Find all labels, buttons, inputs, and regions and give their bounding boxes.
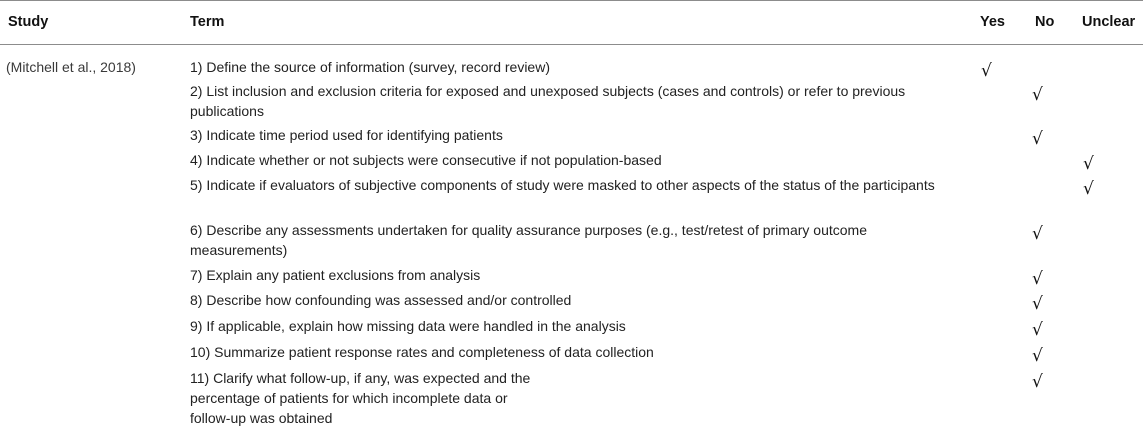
check-mark-no: √	[1032, 224, 1043, 244]
check-mark-unclear: √	[1083, 154, 1094, 174]
check-mark-no: √	[1032, 269, 1043, 289]
term-cell: 9) If applicable, explain how missing data were handled in the analysis	[190, 318, 626, 334]
check-mark-no: √	[1032, 320, 1043, 340]
top-rule	[0, 0, 1143, 1]
check-mark-no: √	[1032, 129, 1043, 149]
check-mark-no: √	[1032, 372, 1043, 392]
term-cell: 3) Indicate time period used for identifying patients	[190, 127, 503, 143]
header-unclear: Unclear	[1082, 14, 1136, 30]
term-cell: 6) Describe any assessments undertaken for quality assurance purposes (e.g., test/retest of primary outcome measurements)	[190, 222, 867, 258]
check-mark-no: √	[1032, 85, 1043, 105]
term-cell: 4) Indicate whether or not subjects were consecutive if not population-based	[190, 152, 662, 168]
check-mark-no: √	[1032, 346, 1043, 366]
check-mark-unclear: √	[1083, 179, 1094, 199]
header-study: Study	[8, 14, 49, 30]
term-cell: 10) Summarize patient response rates and completeness of data collection	[190, 344, 654, 360]
header-yes: Yes	[980, 14, 1005, 30]
term-cell: 7) Explain any patient exclusions from analysis	[190, 267, 481, 283]
term-cell: 2) List inclusion and exclusion criteria for exposed and unexposed subjects (cases and controls) or refer to previous publications	[190, 83, 906, 119]
term-cell: 11) Clarify what follow-up, if any, was expected and the percentage of patients for which incomplete data or follow-up was obtained	[190, 370, 531, 426]
study-cell: (Mitchell et al., 2018)	[6, 59, 136, 75]
check-mark-yes: √	[981, 61, 992, 81]
header-term: Term	[190, 14, 225, 30]
term-cell: 1) Define the source of information (survey, record review)	[190, 59, 550, 75]
term-cell: 5) Indicate if evaluators of subjective components of study were masked to other aspects of the status of the participants	[190, 177, 935, 193]
header-no: No	[1035, 14, 1055, 30]
term-cell: 8) Describe how confounding was assessed and/or controlled	[190, 292, 572, 308]
check-mark-no: √	[1032, 294, 1043, 314]
header-rule	[0, 44, 1143, 45]
